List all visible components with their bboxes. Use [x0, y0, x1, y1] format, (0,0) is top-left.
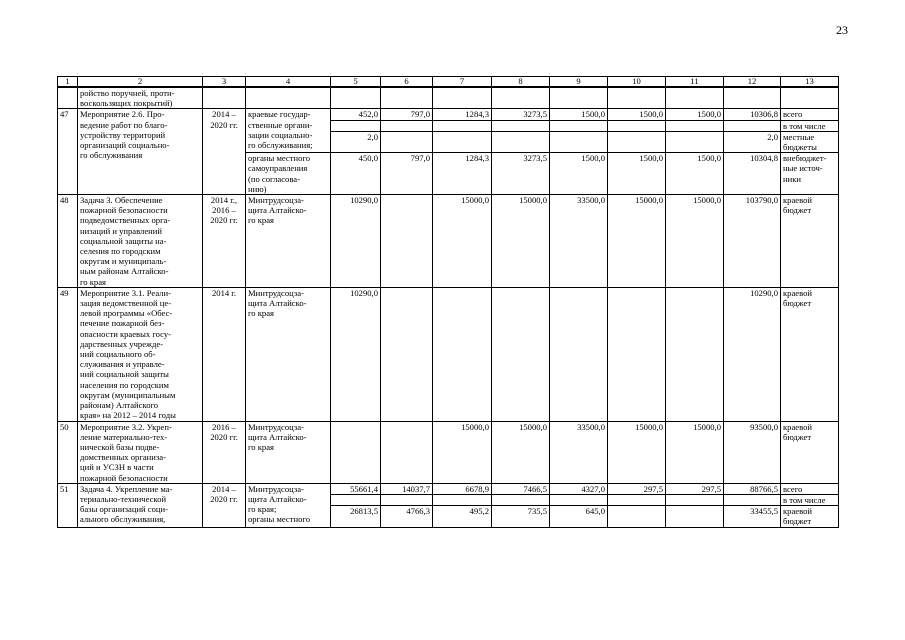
value-cell: [492, 120, 550, 131]
value-cell: 1500,0: [666, 109, 724, 120]
value-cell: [331, 494, 381, 505]
source-cell: в том числе: [781, 120, 839, 131]
period: 2014 г.: [203, 287, 246, 421]
value-cell: 297,5: [608, 483, 666, 494]
row-number: 51: [58, 483, 78, 527]
value-cell: 15000,0: [492, 421, 550, 483]
header-cell: 9: [550, 77, 608, 88]
activity-name: Мероприятие 2.6. Про- ведение работ по благо- устройству территорий организаций социально- го обслуживания: [78, 109, 203, 195]
value-cell: [433, 87, 492, 109]
value-cell: 15000,0: [608, 195, 666, 288]
value-cell: 15000,0: [433, 421, 492, 483]
period: 2014 г., 2016 – 2020 гг.: [203, 195, 246, 288]
value-cell: [666, 131, 724, 152]
value-cell: 10290,0: [724, 287, 781, 421]
value-cell: 452,0: [331, 109, 381, 120]
value-cell: [492, 131, 550, 152]
value-cell: 33500,0: [550, 195, 608, 288]
value-cell: [381, 87, 433, 109]
value-cell: [381, 131, 433, 152]
header-row: [58, 77, 839, 88]
table-row: [58, 483, 839, 494]
value-cell: [433, 131, 492, 152]
executor-cell: [246, 87, 331, 109]
value-cell: [608, 131, 666, 152]
value-cell: 1500,0: [666, 153, 724, 195]
value-cell: 55661,4: [331, 483, 381, 494]
value-cell: [608, 87, 666, 109]
value-cell: [433, 120, 492, 131]
row-number-cell: [58, 87, 78, 109]
value-cell: 88766,5: [724, 483, 781, 494]
activity-name: ройство поручней, проти- воскользящих покрытий): [78, 87, 203, 109]
value-cell: [492, 287, 550, 421]
value-cell: 1284,3: [433, 109, 492, 120]
executor: краевые государ- ственные органи- зации социально- го обслуживания;: [246, 109, 331, 153]
header-cell: 10: [608, 77, 666, 88]
source-cell: краевой бюджет: [781, 195, 839, 288]
source-cell: всего: [781, 483, 839, 494]
value-cell: [550, 287, 608, 421]
value-cell: [381, 287, 433, 421]
header-cell: 4: [246, 77, 331, 88]
header-cell: 5: [331, 77, 381, 88]
value-cell: 10304,8: [724, 153, 781, 195]
table-row: [58, 195, 839, 288]
source-cell: краевой бюджет: [781, 421, 839, 483]
row-number: 49: [58, 287, 78, 421]
value-cell: [666, 287, 724, 421]
value-cell: 33500,0: [550, 421, 608, 483]
value-cell: [608, 494, 666, 505]
value-cell: 3273,5: [492, 109, 550, 120]
value-cell: 10290,0: [331, 195, 381, 288]
value-cell: [608, 506, 666, 527]
value-cell: 797,0: [381, 153, 433, 195]
source-cell: краевой бюджет: [781, 506, 839, 527]
executor: Минтрудсоцза- щита Алтайско- го края: [246, 287, 331, 421]
page-number: 23: [836, 23, 848, 37]
value-cell: 4766,3: [381, 506, 433, 527]
header-cell: 2: [78, 77, 203, 88]
source-cell: краевой бюджет: [781, 287, 839, 421]
financing-table: [57, 76, 839, 528]
value-cell: [331, 120, 381, 131]
value-cell: 15000,0: [666, 421, 724, 483]
value-cell: 15000,0: [433, 195, 492, 288]
value-cell: [433, 287, 492, 421]
value-cell: 297,5: [666, 483, 724, 494]
value-cell: [666, 87, 724, 109]
value-cell: [492, 494, 550, 505]
executor: Минтрудсоцза- щита Алтайско- го края; органы местного: [246, 483, 331, 527]
executor: Минтрудсоцза- щита Алтайско- го края: [246, 421, 331, 483]
source-cell: местные бюджеты: [781, 131, 839, 152]
executor: Минтрудсоцза- щита Алтайско- го края: [246, 195, 331, 288]
value-cell: 10306,8: [724, 109, 781, 120]
value-cell: [550, 131, 608, 152]
value-cell: [550, 120, 608, 131]
value-cell: [381, 120, 433, 131]
table-row: [58, 421, 839, 483]
value-cell: [666, 120, 724, 131]
header-cell: 11: [666, 77, 724, 88]
activity-name: Мероприятие 3.2. Укреп- ление материально-тех- нической базы подве- домственных организа- ций и УСЗН в части пожарной безопасности: [78, 421, 203, 483]
value-cell: [492, 87, 550, 109]
value-cell: [550, 494, 608, 505]
activity-name: Мероприятие 3.1. Реали- зация ведомственной це- левой программы «Обес- печение пожарной без- опасности краевых госу- дарственных учрежде- ний социального об- служивания и управле- ний социальной защиты населения по городским округам (муниципальным районам) Алтайского края» на 2012 – 2014 годы: [78, 287, 203, 421]
source-cell: [781, 87, 839, 109]
activity-name: Задача 3. Обеспечение пожарной безопасности подведомственных орга- низаций и управлений социальной защиты на- селения по городским округам и муниципаль- ным районам Алтайско- го края: [78, 195, 203, 288]
period: 2014 – 2020 гг.: [203, 109, 246, 195]
value-cell: 2,0: [331, 131, 381, 152]
value-cell: 7466,5: [492, 483, 550, 494]
value-cell: 1500,0: [608, 109, 666, 120]
value-cell: 495,2: [433, 506, 492, 527]
header-cell: 1: [58, 77, 78, 88]
header-cell: 8: [492, 77, 550, 88]
executor: органы местного самоуправления (по согласова- нию): [246, 153, 331, 195]
table-row: [58, 87, 839, 109]
header-cell: 3: [203, 77, 246, 88]
value-cell: 1500,0: [550, 153, 608, 195]
row-number: 50: [58, 421, 78, 483]
value-cell: 4327,0: [550, 483, 608, 494]
value-cell: 93500,0: [724, 421, 781, 483]
value-cell: 15000,0: [608, 421, 666, 483]
value-cell: [666, 494, 724, 505]
header-cell: 13: [781, 77, 839, 88]
value-cell: 15000,0: [492, 195, 550, 288]
value-cell: 3273,5: [492, 153, 550, 195]
table-row: [58, 109, 839, 120]
source-cell: в том числе: [781, 494, 839, 505]
value-cell: [724, 120, 781, 131]
value-cell: 450,0: [331, 153, 381, 195]
value-cell: [331, 87, 381, 109]
value-cell: 103790,0: [724, 195, 781, 288]
period: 2016 – 2020 гг.: [203, 421, 246, 483]
period-cell: [203, 87, 246, 109]
value-cell: 1284,3: [433, 153, 492, 195]
header-cell: 7: [433, 77, 492, 88]
value-cell: [724, 494, 781, 505]
value-cell: [550, 87, 608, 109]
value-cell: 14037,7: [381, 483, 433, 494]
header-cell: 6: [381, 77, 433, 88]
header-cell: 12: [724, 77, 781, 88]
source-cell: всего: [781, 109, 839, 120]
value-cell: 15000,0: [666, 195, 724, 288]
value-cell: 797,0: [381, 109, 433, 120]
value-cell: 26813,5: [331, 506, 381, 527]
value-cell: [608, 287, 666, 421]
value-cell: [381, 195, 433, 288]
value-cell: [433, 494, 492, 505]
value-cell: 6678,9: [433, 483, 492, 494]
value-cell: [381, 494, 433, 505]
activity-name: Задача 4. Укрепление ма- териально-технической базы организаций соци- ального обслуживания,: [78, 483, 203, 527]
value-cell: [608, 120, 666, 131]
value-cell: 1500,0: [550, 109, 608, 120]
value-cell: 645,0: [550, 506, 608, 527]
value-cell: 2,0: [724, 131, 781, 152]
row-number: 48: [58, 195, 78, 288]
table-row: [58, 287, 839, 421]
value-cell: [724, 87, 781, 109]
value-cell: [381, 421, 433, 483]
period: 2014 – 2020 гг.: [203, 483, 246, 527]
value-cell: 33455,5: [724, 506, 781, 527]
source-cell: внебюджет- ные источ- ники: [781, 153, 839, 195]
value-cell: [331, 421, 381, 483]
value-cell: [666, 506, 724, 527]
row-number: 47: [58, 109, 78, 195]
value-cell: 10290,0: [331, 287, 381, 421]
value-cell: 735,5: [492, 506, 550, 527]
value-cell: 1500,0: [608, 153, 666, 195]
